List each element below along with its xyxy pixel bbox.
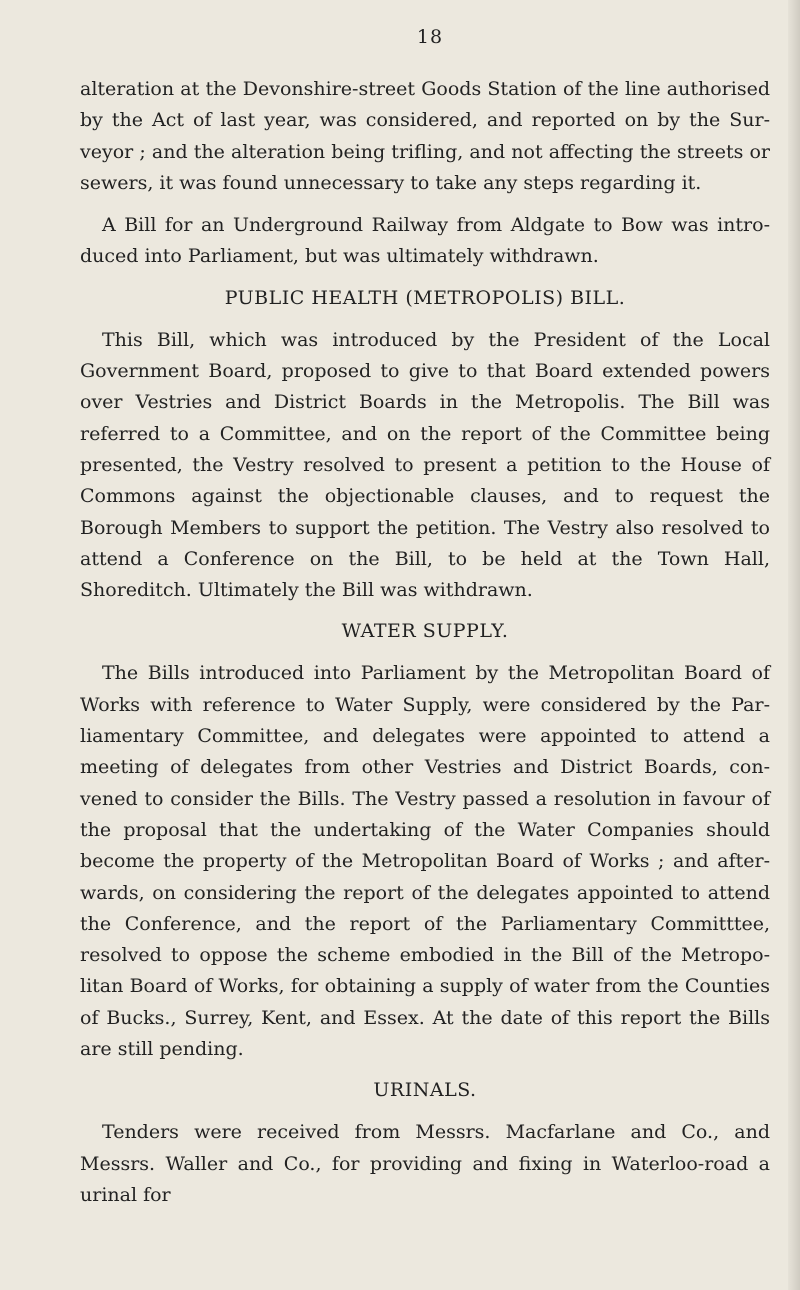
paragraph-water-supply: The Bills introduced into Parliament by the Metropolitan Board of Works with reference to Water Supply, were considered by the Par- liamentary Committee, and delegates were appointed to attend a meeting of delegates from other Vestries and District Boards, con- vened to consider the Bills. The Vestry passed a resolution in favour of the proposal that the undertaking of the Water Companies should become the property of the Metropolitan Board of Works ; and after- wards, on considering the report of the delegates appointed to attend the Conference, and the report of the Parliamentary Committtee, resolved to oppose the scheme embodied in the Bill of the Metropo- litan Board of Works, for obtaining a supply of water from the Counties of Bucks., Surrey, Kent, and Essex. At the date of this report the Bills are still pending. [80, 662, 770, 1061]
page-number: 18 [416, 26, 444, 48]
paragraph-urinals: Tenders were received from Messrs. Macfarlane and Co., and Messrs. Waller and Co., for providing and fixing in Waterloo-road a urinal for [80, 1121, 770, 1206]
paragraph-devonshire-street: alteration at the Devonshire-street Goods Station of the line authorised by the Act of last year, was considered, and reported on by the Sur- veyor ; and the alteration being trifling, and not affecting the streets or sewers, it was found unnecessary to take any steps regarding it. [80, 78, 770, 194]
page-body [80, 74, 770, 1211]
heading-public-health: PUBLIC HEALTH (METROPOLIS) BILL. [224, 286, 626, 309]
paragraph-public-health: This Bill, which was introduced by the President of the Local Government Board, proposed to give to that Board extended powers over Vestries and District Boards in the Metropolis. The Bill was referred to a Committee, and on the report of the Committee being presented, the Vestry resolved to present a petition to the House of Commons against the objectionable clauses, and to request the Borough Members to support the petition. The Vestry also resolved to attend a Conference on the Bill, to be held at the Town Hall, Shoreditch. Ultimately the Bill was withdrawn. [80, 328, 770, 602]
paragraph-underground-railway: A Bill for an Underground Railway from Aldgate to Bow was intro- duced into Parliament, but was ultimately withdrawn. [80, 214, 770, 268]
heading-urinals: URINALS. [373, 1079, 477, 1102]
heading-water-supply: WATER SUPPLY. [341, 620, 509, 643]
page-edge [788, 0, 800, 1290]
